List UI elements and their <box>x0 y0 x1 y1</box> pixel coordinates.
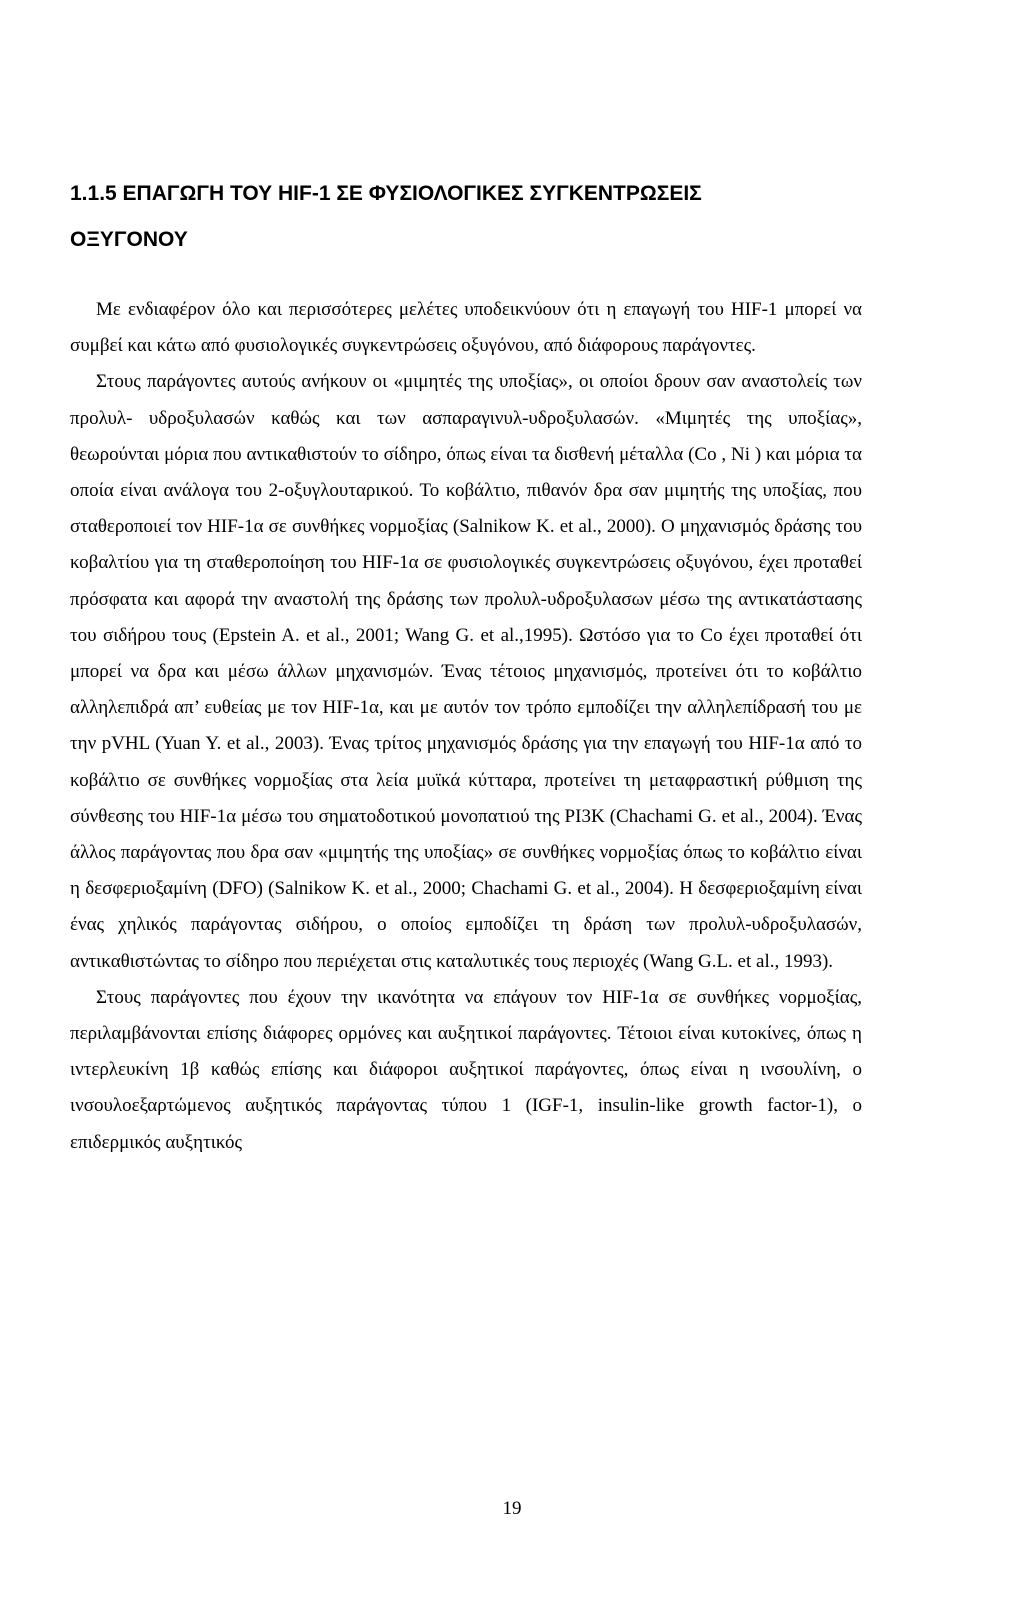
paragraph-hypoxia-mimetics: Στους παράγοντες αυτούς ανήκουν οι «μιμητές της υποξίας», οι οποίοι δρουν σαν αναστολείς των προλυλ- υδροξυλασών καθώς και των ασπαραγινυλ-υδροξυλασών. «Μιμητές της υποξίας», θεωρούνται μόρια που αντικαθιστούν το σίδηρο, όπως είναι τα δισθενή μέταλλα (Co , Ni ) και μόρια τα οποία είναι ανάλογα του 2-οξυγλουταρικού. Το κοβάλτιο, πιθανόν δρα σαν μιμητής της υποξίας, που σταθεροποιεί τον HIF-1α σε συνθήκες νορμοξίας (Salnikow K. et al., 2000). Ο μηχανισμός δράσης του κοβαλτίου για τη σταθεροποίηση του HIF-1α σε φυσιολογικές συγκεντρώσεις οξυγόνου, έχει προταθεί πρόσφατα και αφορά την αναστολή της δράσης των προλυλ-υδροξυλασων μέσω της αντικατάστασης του σιδήρου τους (Epstein A. et al., 2001; Wang G. et al.,1995). Ωστόσο για το Co έχει προταθεί ότι μπορεί να δρα και μέσω άλλων μηχανισμών. Ένας τέτοιος μηχανισμός, προτείνει ότι το κοβάλτιο αλληλεπιδρά απ’ ευθείας με τον HIF-1α, και με αυτόν τον τρόπο εμποδίζει την αλληλεπίδρασή του με την pVHL (Yuan Y. et al., 2003). Ένας τρίτος μηχανισμός δράσης για την επαγωγή του HIF-1α από το κοβάλτιο σε συνθήκες νορμοξίας στα λεία μυϊκά κύτταρα, προτείνει τη μεταφραστική ρύθμιση της σύνθεσης του HIF-1α μέσω του σηματοδοτικού μονοπατιού της PI3K (Chachami G. et al., 2004). Ένας άλλος παράγοντας που δρα σαν «μιμητής της υποξίας» σε συνθήκες νορμοξίας όπως το κοβάλτιο είναι η δεσφεριοξαμίνη (DFO) (Salnikow K. et al., 2000; Chachami G. et al., 2004). Η δεσφεριοξαμίνη είναι ένας χηλικός παράγοντας σιδήρου, ο οποίος εμποδίζει τη δράση των προλυλ-υδροξυλασών, αντικαθιστώντας το σίδηρο που περιέχεται στις καταλυτικές τους περιοχές (Wang G.L. et al., 1993). <box>70 371 862 972</box>
paragraph-hormones-growth-factors: Στους παράγοντες που έχουν την ικανότητα να επάγουν τον HIF-1α σε συνθήκες νορμοξίας, περιλαμβάνονται επίσης διάφορες ορμόνες και αυξητικοί παράγοντες. Τέτοιοι είναι κυτοκίνες, όπως η ιντερλευκίνη 1β καθώς επίσης και διάφοροι αυξητικοί παράγοντες, όπως είναι η ινσουλίνη, ο ινσουλοεξαρτώμενος αυξητικός παράγοντας τύπου 1 (IGF-1, insulin-like growth factor-1), ο επιδερμικός αυξητικός <box>70 986 862 1153</box>
body-text <box>70 292 862 1161</box>
section-heading <box>70 171 970 263</box>
paragraph-intro: Με ενδιαφέρον όλο και περισσότερες μελέτες υποδεικνύουν ότι η επαγωγή του HIF-1 μπορεί να συμβεί και κάτω από φυσιολογικές συγκεντρώσεις οξυγόνου, από διάφορους παράγοντες. <box>70 299 862 357</box>
section-heading-line-1: 1.1.5 ΕΠΑΓΩΓΗ ΤΟΥ HIF-1 ΣΕ ΦΥΣΙΟΛΟΓΙΚΕΣ ΣΥΓΚΕΝΤΡΩΣΕΙΣ <box>70 182 702 205</box>
section-heading-line-2: ΟΞΥΓΟΝΟΥ <box>70 228 188 251</box>
page-number: 19 <box>502 1498 522 1519</box>
